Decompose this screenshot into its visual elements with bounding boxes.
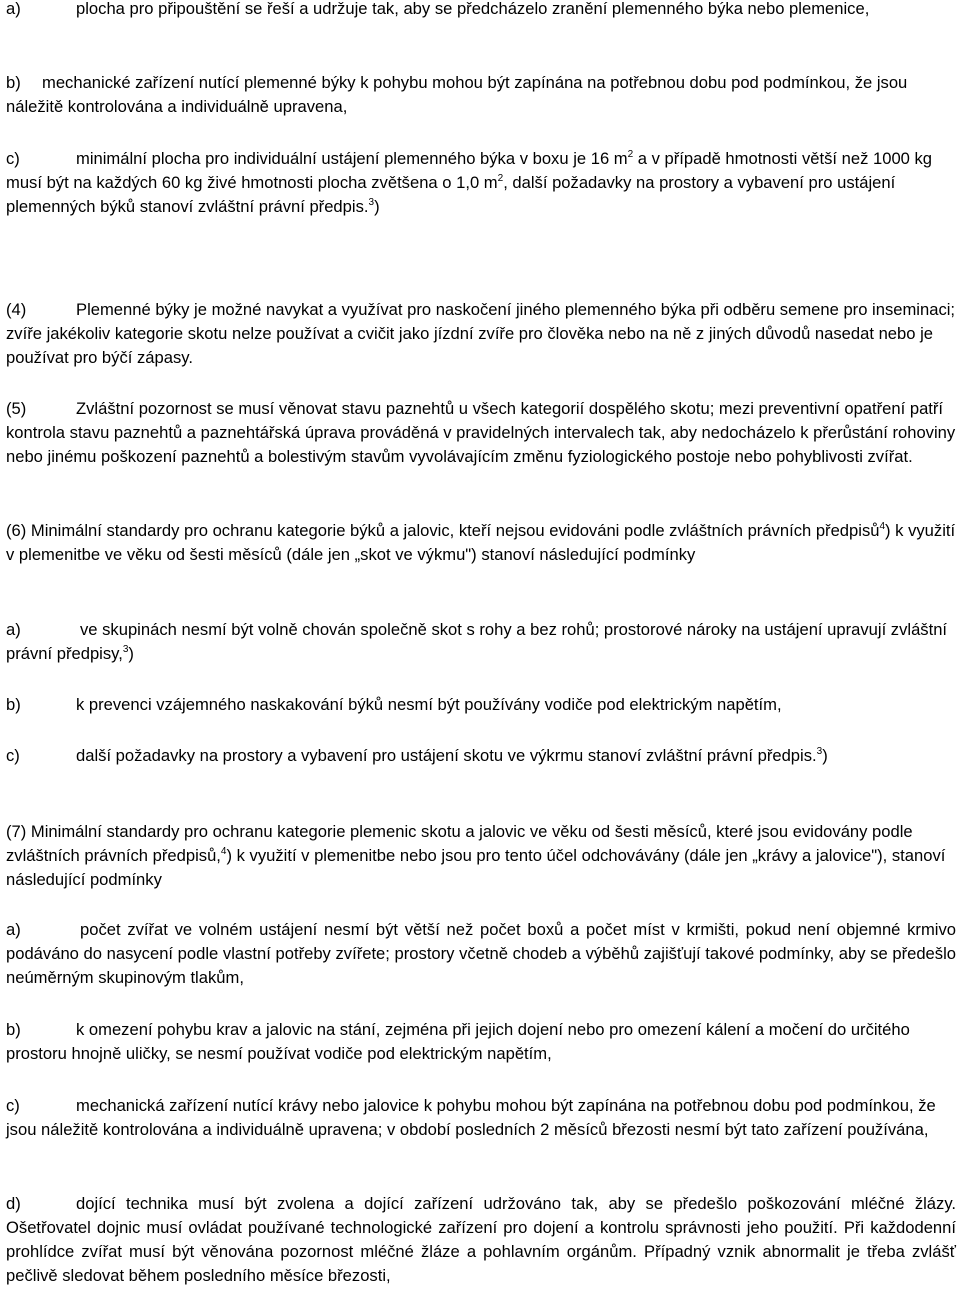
section-number: (5) [6,399,27,418]
paragraph-text: ) k využití v plemenitbe ve věku od šesti měsíců (dále jen „skot ve výkmu") stanoví následující podmínky [6,521,956,564]
paragraph-text: (6) Minimální standardy pro ochranu kategorie býků a jalovic, kteří nejsou evidováni podle zvláštních právních předpisů [6,521,880,540]
list-marker: b) [6,695,21,714]
paragraph-7d-milking-equipment [6,1192,956,1288]
paragraph-text: (7) Minimální standardy pro ochranu kategorie plemenic skotu a jalovic ve věku od šesti měsíců, které jsou evidovány podle zvláštních právních předpisů, [6,822,913,865]
footnote-reference: 3 [122,644,129,655]
list-marker: c) [6,1096,20,1115]
paragraph-7-cows-and-heifers [6,820,956,892]
paragraph-7c-mechanical-devices [6,1094,956,1142]
footnote-reference: 4 [879,521,886,532]
superscript: 2 [497,173,504,184]
paragraph-6c-further-requirements [6,744,956,768]
paragraph-4-breeding-bulls [6,298,956,370]
paragraph-b-mechanical-devices [6,71,956,119]
list-marker: b) [6,73,21,92]
paragraph-text: počet zvířat ve volném ustájení nesmí být větší než počet boxů a počet míst v krmišti, pokud není objemné krmivo podáváno do nasycení podle vlastní potřeby zvířete; prostory včetně chodeb a výběhů zajišťují takové podmínky, aby se předešlo neúměrným skupinovým tlakům, [6,920,956,987]
list-marker: b) [6,1020,21,1039]
list-marker: c) [6,746,20,765]
list-marker: d) [6,1194,21,1213]
list-marker: a) [6,920,21,939]
paragraph-text: k omezení pohybu krav a jalovic na stání, zejména při jejich dojení nebo pro omezení kálení a močení do určitého prostoru hnojně uličky, se nesmí používat vodiče pod elektrickým napětím, [6,1020,910,1063]
paragraph-text: minimální plocha pro individuální ustájení plemenného býka v boxu je 16 m [76,149,628,168]
paragraph-7a-animal-count [6,918,956,990]
paragraph-text: k prevenci vzájemného naskakování býků nesmí být používány vodiče pod elektrickým napětím, [76,695,782,714]
paragraph-text: ) k využití v plemenitbe nebo jsou pro tento účel odchovávány (dále jen „krávy a jalovice"), stanoví následující podmínky [6,846,946,889]
footnote-reference: 3 [368,197,375,208]
list-marker: a) [6,0,21,18]
paragraph-5-hoof-care [6,397,956,469]
paragraph-6b-mounting-prevention [6,693,956,717]
paragraph-6-fattening-cattle [6,519,956,567]
footnote-reference: 4 [220,846,227,857]
paragraph-text: další požadavky na prostory a vybavení pro ustájení skotu ve výkrmu stanoví zvláštní právní předpis. [76,746,817,765]
list-marker: c) [6,149,20,168]
paragraph-6a-group-housing [6,618,956,666]
paragraph-text: plocha pro připouštění se řeší a udržuje tak, aby se předcházelo zranění plemenného býka nebo plemenice, [76,0,870,18]
paragraph-c-minimum-area [6,147,956,219]
section-number: (4) [6,300,27,319]
paragraph-a-breeding-area [6,0,956,21]
paragraph-text: ) [822,746,828,765]
paragraph-text: Zvláštní pozornost se musí věnovat stavu paznehtů u všech kategorií dospělého skotu; mezi preventivní opatření patří kontrola stavu paznehtů a paznehtářská úprava prováděná v pravidelných intervalech tak, aby nedocházelo k přerůstání rohoviny nebo jinému poškození paznehtů a bolestivým stavům vyvolávajícím změnu fyziologického postoje nebo pohyblivosti zvířat. [6,399,956,466]
paragraph-text: dojící technika musí být zvolena a dojící zařízení udržováno tak, aby se předešlo poškozování mléčné žlázy. Ošetřovatel dojnic musí ovládat používané technologické zařízení pro dojení a kontrolu správnosti jeho použití. Při každodenní prohlídce zvířat musí být věnována pozornost mléčné žláze a pohlavním orgánům. Případný vznik abnormalit je třeba zvlášť pečlivě sledovat během posledního měsíce březosti, [6,1194,956,1285]
paragraph-7b-movement-restriction [6,1018,956,1066]
paragraph-text: ) [128,644,134,663]
footnote-reference: 3 [816,746,823,757]
paragraph-text: ) [374,197,380,216]
paragraph-text: a v případě hmotnosti větší než 1000 kg musí být na každých 60 kg živé hmotnosti plocha zvětšena o 1,0 m [6,149,933,192]
paragraph-text: , další požadavky na prostory a vybavení pro ustájení plemenných býků stanoví zvláštní právní předpis. [6,173,896,216]
paragraph-text: ve skupinách nesmí být volně chován společně skot s rohy a bez rohů; prostorové nároky na ustájení upravují zvláštní právní předpisy, [6,620,948,663]
paragraph-text: mechanické zařízení nutící plemenné býky k pohybu mohou být zapínána na potřebnou dobu pod podmínkou, že jsou náležitě kontrolována a individuálně upravena, [6,73,908,116]
paragraph-text: mechanická zařízení nutící krávy nebo jalovice k pohybu mohou být zapínána na potřebnou dobu pod podmínkou, že jsou náležitě kontrolována a individuálně upravena; v období posledních 2 měsíců březosti nesmí být tato zařízení používána, [6,1096,936,1139]
list-marker: a) [6,620,21,639]
paragraph-text: Plemenné býky je možné navykat a využívat pro naskočení jiného plemenného býka při odběru semene pro inseminaci; zvíře jakékoliv kategorie skotu nelze používat a cvičit jako jízdní zvíře pro člověka nebo na ně z jiných důvodů nasedat nebo je používat pro býčí zápasy. [6,300,956,367]
superscript: 2 [627,149,634,160]
